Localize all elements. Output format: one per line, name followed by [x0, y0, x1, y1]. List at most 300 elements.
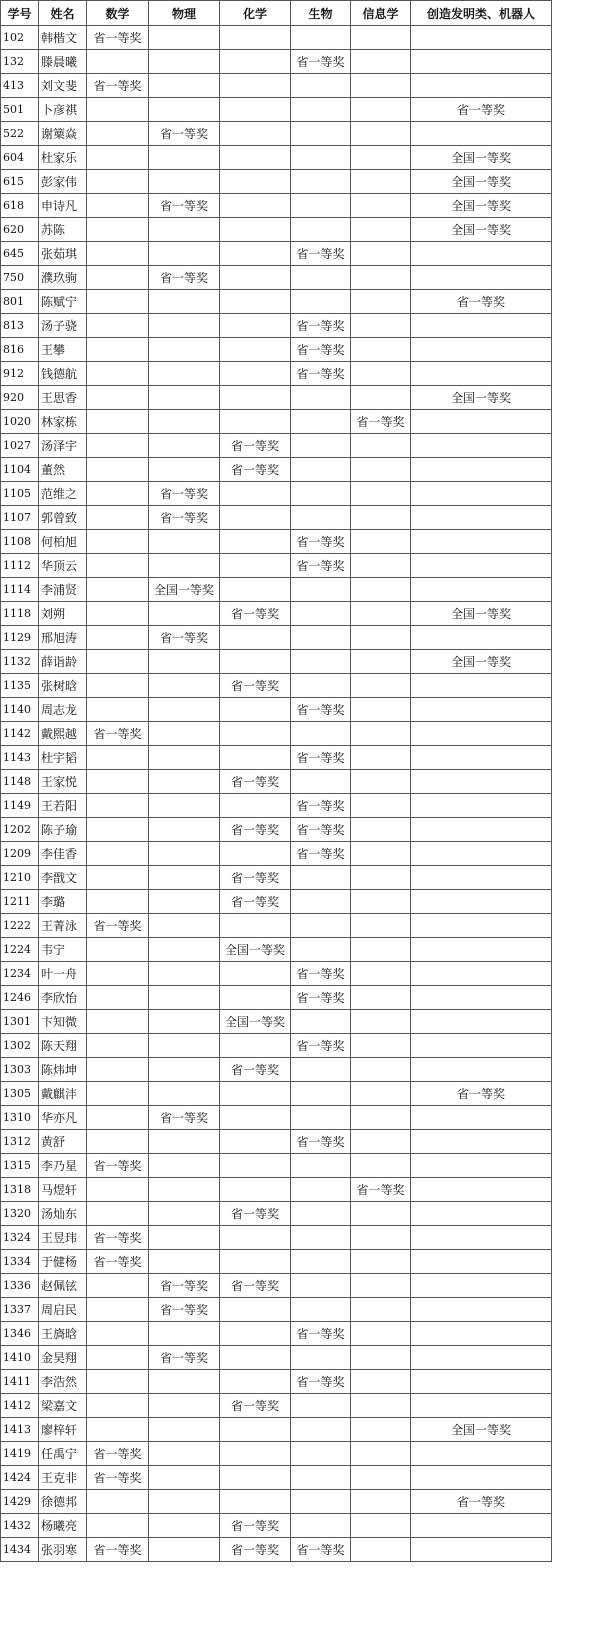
- invention-award-cell: 省一等奖: [411, 1082, 552, 1106]
- student-name-cell: 李乃星: [39, 1154, 87, 1178]
- biology-award-cell: [291, 938, 351, 962]
- informatics-award-cell: [351, 698, 411, 722]
- student-id-cell: 1222: [1, 914, 39, 938]
- table-row: [1, 314, 552, 338]
- chemistry-award-cell: [220, 1034, 291, 1058]
- chemistry-award-cell: [220, 554, 291, 578]
- student-id-cell: 1224: [1, 938, 39, 962]
- table-row: [1, 866, 552, 890]
- invention-award-cell: [411, 986, 552, 1010]
- student-id-cell: 1108: [1, 530, 39, 554]
- student-name-cell: 陈炜坤: [39, 1058, 87, 1082]
- math-award-cell: [87, 890, 149, 914]
- student-id-cell: 1211: [1, 890, 39, 914]
- invention-award-cell: [411, 50, 552, 74]
- informatics-award-cell: [351, 1250, 411, 1274]
- table-row: [1, 1322, 552, 1346]
- table-row: [1, 770, 552, 794]
- student-id-cell: 1413: [1, 1418, 39, 1442]
- table-row: [1, 1202, 552, 1226]
- biology-award-cell: [291, 626, 351, 650]
- math-award-cell: [87, 1010, 149, 1034]
- physics-award-cell: [149, 1130, 220, 1154]
- table-row: [1, 338, 552, 362]
- student-name-cell: 李欣怡: [39, 986, 87, 1010]
- invention-award-cell: [411, 938, 552, 962]
- invention-award-cell: 全国一等奖: [411, 170, 552, 194]
- informatics-award-cell: 省一等奖: [351, 410, 411, 434]
- invention-award-cell: [411, 410, 552, 434]
- informatics-award-cell: [351, 242, 411, 266]
- physics-award-cell: [149, 434, 220, 458]
- invention-award-cell: [411, 26, 552, 50]
- student-name-cell: 彭家伟: [39, 170, 87, 194]
- invention-award-cell: [411, 746, 552, 770]
- student-name-cell: 华顶云: [39, 554, 87, 578]
- chemistry-award-cell: [220, 986, 291, 1010]
- physics-award-cell: 省一等奖: [149, 1106, 220, 1130]
- informatics-award-cell: [351, 1346, 411, 1370]
- math-award-cell: [87, 1106, 149, 1130]
- student-id-cell: 1346: [1, 1322, 39, 1346]
- math-award-cell: 省一等奖: [87, 1154, 149, 1178]
- informatics-award-cell: [351, 338, 411, 362]
- table-row: [1, 1106, 552, 1130]
- biology-award-cell: [291, 98, 351, 122]
- invention-award-cell: [411, 1226, 552, 1250]
- math-award-cell: [87, 1082, 149, 1106]
- student-id-cell: 1246: [1, 986, 39, 1010]
- math-award-cell: [87, 146, 149, 170]
- student-name-cell: 金昊翔: [39, 1346, 87, 1370]
- student-id-cell: 1112: [1, 554, 39, 578]
- biology-award-cell: [291, 434, 351, 458]
- student-name-cell: 郭曾致: [39, 506, 87, 530]
- chemistry-award-cell: [220, 1106, 291, 1130]
- student-id-cell: 1410: [1, 1346, 39, 1370]
- informatics-award-cell: [351, 1538, 411, 1562]
- table-row: [1, 482, 552, 506]
- physics-award-cell: [149, 1538, 220, 1562]
- chemistry-award-cell: 省一等奖: [220, 602, 291, 626]
- table-row: [1, 410, 552, 434]
- physics-award-cell: [149, 1010, 220, 1034]
- student-id-cell: 1114: [1, 578, 39, 602]
- biology-award-cell: 省一等奖: [291, 794, 351, 818]
- biology-award-cell: 省一等奖: [291, 362, 351, 386]
- math-award-cell: [87, 986, 149, 1010]
- biology-award-cell: [291, 1106, 351, 1130]
- physics-award-cell: [149, 1058, 220, 1082]
- physics-award-cell: [149, 890, 220, 914]
- math-award-cell: [87, 866, 149, 890]
- student-name-cell: 林家栋: [39, 410, 87, 434]
- informatics-award-cell: [351, 146, 411, 170]
- biology-award-cell: 省一等奖: [291, 698, 351, 722]
- biology-award-cell: [291, 1250, 351, 1274]
- student-id-cell: 1118: [1, 602, 39, 626]
- biology-award-cell: 省一等奖: [291, 818, 351, 842]
- student-id-cell: 816: [1, 338, 39, 362]
- biology-award-cell: [291, 1082, 351, 1106]
- math-award-cell: [87, 338, 149, 362]
- informatics-award-cell: [351, 1154, 411, 1178]
- physics-award-cell: [149, 602, 220, 626]
- student-id-cell: 1303: [1, 1058, 39, 1082]
- chemistry-award-cell: 省一等奖: [220, 1538, 291, 1562]
- biology-award-cell: [291, 410, 351, 434]
- math-award-cell: [87, 1178, 149, 1202]
- invention-award-cell: [411, 362, 552, 386]
- physics-award-cell: [149, 386, 220, 410]
- student-id-cell: 413: [1, 74, 39, 98]
- invention-award-cell: 全国一等奖: [411, 602, 552, 626]
- table-row: [1, 74, 552, 98]
- physics-award-cell: [149, 530, 220, 554]
- invention-award-cell: [411, 1442, 552, 1466]
- student-id-cell: 102: [1, 26, 39, 50]
- invention-award-cell: [411, 770, 552, 794]
- chemistry-award-cell: [220, 626, 291, 650]
- invention-award-cell: [411, 1154, 552, 1178]
- math-award-cell: [87, 506, 149, 530]
- biology-award-cell: 省一等奖: [291, 1034, 351, 1058]
- math-award-cell: [87, 1394, 149, 1418]
- physics-award-cell: [149, 818, 220, 842]
- math-award-cell: [87, 410, 149, 434]
- student-name-cell: 韩楷文: [39, 26, 87, 50]
- math-award-cell: [87, 530, 149, 554]
- biology-award-cell: [291, 146, 351, 170]
- chemistry-award-cell: [220, 146, 291, 170]
- invention-award-cell: [411, 1514, 552, 1538]
- physics-award-cell: 全国一等奖: [149, 578, 220, 602]
- biology-award-cell: [291, 1058, 351, 1082]
- informatics-award-cell: [351, 218, 411, 242]
- table-row: [1, 1346, 552, 1370]
- chemistry-award-cell: 省一等奖: [220, 866, 291, 890]
- header-informatics: 信息学: [351, 1, 411, 26]
- student-name-cell: 周启民: [39, 1298, 87, 1322]
- chemistry-award-cell: [220, 1346, 291, 1370]
- math-award-cell: 省一等奖: [87, 26, 149, 50]
- student-name-cell: 黄舒: [39, 1130, 87, 1154]
- header-chemistry: 化学: [220, 1, 291, 26]
- informatics-award-cell: [351, 314, 411, 338]
- table-row: [1, 242, 552, 266]
- invention-award-cell: [411, 674, 552, 698]
- physics-award-cell: [149, 98, 220, 122]
- table-row: [1, 122, 552, 146]
- invention-award-cell: 全国一等奖: [411, 146, 552, 170]
- biology-award-cell: [291, 1466, 351, 1490]
- student-name-cell: 李浩然: [39, 1370, 87, 1394]
- informatics-award-cell: [351, 1226, 411, 1250]
- table-row: [1, 1298, 552, 1322]
- biology-award-cell: [291, 1394, 351, 1418]
- student-name-cell: 李戬文: [39, 866, 87, 890]
- informatics-award-cell: [351, 578, 411, 602]
- physics-award-cell: [149, 1370, 220, 1394]
- chemistry-award-cell: [220, 1442, 291, 1466]
- informatics-award-cell: [351, 914, 411, 938]
- student-id-cell: 912: [1, 362, 39, 386]
- student-id-cell: 1324: [1, 1226, 39, 1250]
- student-id-cell: 1312: [1, 1130, 39, 1154]
- student-name-cell: 李璐: [39, 890, 87, 914]
- student-id-cell: 1429: [1, 1490, 39, 1514]
- biology-award-cell: [291, 1442, 351, 1466]
- informatics-award-cell: [351, 506, 411, 530]
- table-row: [1, 1538, 552, 1562]
- student-name-cell: 董然: [39, 458, 87, 482]
- invention-award-cell: 省一等奖: [411, 98, 552, 122]
- chemistry-award-cell: [220, 506, 291, 530]
- student-id-cell: 522: [1, 122, 39, 146]
- header-invention-robotics: 创造发明类、机器人: [411, 1, 552, 26]
- invention-award-cell: [411, 1322, 552, 1346]
- student-name-cell: 谢篥焱: [39, 122, 87, 146]
- math-award-cell: 省一等奖: [87, 722, 149, 746]
- student-id-cell: 1424: [1, 1466, 39, 1490]
- informatics-award-cell: [351, 1466, 411, 1490]
- biology-award-cell: 省一等奖: [291, 1370, 351, 1394]
- math-award-cell: 省一等奖: [87, 1226, 149, 1250]
- math-award-cell: [87, 626, 149, 650]
- biology-award-cell: 省一等奖: [291, 242, 351, 266]
- invention-award-cell: [411, 962, 552, 986]
- student-id-cell: 1142: [1, 722, 39, 746]
- physics-award-cell: [149, 1082, 220, 1106]
- student-id-cell: 1209: [1, 842, 39, 866]
- student-name-cell: 李浦贤: [39, 578, 87, 602]
- student-id-cell: 1132: [1, 650, 39, 674]
- chemistry-award-cell: [220, 266, 291, 290]
- informatics-award-cell: [351, 746, 411, 770]
- math-award-cell: [87, 674, 149, 698]
- biology-award-cell: 省一等奖: [291, 554, 351, 578]
- student-name-cell: 赵佩铉: [39, 1274, 87, 1298]
- chemistry-award-cell: [220, 98, 291, 122]
- physics-award-cell: [149, 1442, 220, 1466]
- chemistry-award-cell: [220, 698, 291, 722]
- biology-award-cell: 省一等奖: [291, 962, 351, 986]
- invention-award-cell: 全国一等奖: [411, 650, 552, 674]
- biology-award-cell: [291, 290, 351, 314]
- table-row: [1, 722, 552, 746]
- invention-award-cell: [411, 74, 552, 98]
- student-name-cell: 刘朔: [39, 602, 87, 626]
- informatics-award-cell: [351, 650, 411, 674]
- chemistry-award-cell: [220, 290, 291, 314]
- chemistry-award-cell: 省一等奖: [220, 890, 291, 914]
- math-award-cell: [87, 98, 149, 122]
- math-award-cell: [87, 1490, 149, 1514]
- informatics-award-cell: [351, 1514, 411, 1538]
- math-award-cell: 省一等奖: [87, 914, 149, 938]
- chemistry-award-cell: [220, 362, 291, 386]
- physics-award-cell: 省一等奖: [149, 1298, 220, 1322]
- invention-award-cell: 全国一等奖: [411, 194, 552, 218]
- physics-award-cell: [149, 554, 220, 578]
- chemistry-award-cell: [220, 26, 291, 50]
- invention-award-cell: [411, 242, 552, 266]
- informatics-award-cell: [351, 98, 411, 122]
- math-award-cell: [87, 794, 149, 818]
- student-name-cell: 韦宁: [39, 938, 87, 962]
- invention-award-cell: [411, 722, 552, 746]
- student-name-cell: 陈子瑜: [39, 818, 87, 842]
- physics-award-cell: [149, 1322, 220, 1346]
- math-award-cell: [87, 962, 149, 986]
- chemistry-award-cell: [220, 1178, 291, 1202]
- table-row: [1, 962, 552, 986]
- student-id-cell: 1315: [1, 1154, 39, 1178]
- informatics-award-cell: [351, 26, 411, 50]
- student-name-cell: 王克非: [39, 1466, 87, 1490]
- student-name-cell: 苏陈: [39, 218, 87, 242]
- informatics-award-cell: [351, 722, 411, 746]
- table-row: [1, 1010, 552, 1034]
- invention-award-cell: [411, 314, 552, 338]
- table-row: [1, 1178, 552, 1202]
- physics-award-cell: [149, 986, 220, 1010]
- table-row: [1, 1082, 552, 1106]
- physics-award-cell: [149, 962, 220, 986]
- invention-award-cell: [411, 914, 552, 938]
- math-award-cell: [87, 218, 149, 242]
- biology-award-cell: [291, 1274, 351, 1298]
- header-physics: 物理: [149, 1, 220, 26]
- table-row: [1, 1274, 552, 1298]
- chemistry-award-cell: 全国一等奖: [220, 1010, 291, 1034]
- student-name-cell: 马煜轩: [39, 1178, 87, 1202]
- chemistry-award-cell: [220, 842, 291, 866]
- math-award-cell: 省一等奖: [87, 1442, 149, 1466]
- biology-award-cell: 省一等奖: [291, 842, 351, 866]
- physics-award-cell: [149, 1154, 220, 1178]
- invention-award-cell: [411, 434, 552, 458]
- student-name-cell: 张茹琪: [39, 242, 87, 266]
- invention-award-cell: [411, 530, 552, 554]
- table-row: [1, 890, 552, 914]
- informatics-award-cell: [351, 386, 411, 410]
- table-body: [1, 26, 552, 1562]
- chemistry-award-cell: [220, 746, 291, 770]
- invention-award-cell: [411, 1394, 552, 1418]
- informatics-award-cell: [351, 74, 411, 98]
- biology-award-cell: [291, 1154, 351, 1178]
- physics-award-cell: [149, 722, 220, 746]
- biology-award-cell: [291, 674, 351, 698]
- student-name-cell: 陈赋宁: [39, 290, 87, 314]
- biology-award-cell: 省一等奖: [291, 314, 351, 338]
- biology-award-cell: [291, 1346, 351, 1370]
- invention-award-cell: [411, 1130, 552, 1154]
- student-name-cell: 戴熙越: [39, 722, 87, 746]
- table-row: [1, 1034, 552, 1058]
- table-row: [1, 386, 552, 410]
- student-name-cell: 卞知微: [39, 1010, 87, 1034]
- student-name-cell: 陈天翔: [39, 1034, 87, 1058]
- physics-award-cell: [149, 1250, 220, 1274]
- invention-award-cell: [411, 266, 552, 290]
- table-row: [1, 194, 552, 218]
- invention-award-cell: [411, 1106, 552, 1130]
- student-id-cell: 1318: [1, 1178, 39, 1202]
- chemistry-award-cell: [220, 650, 291, 674]
- student-id-cell: 645: [1, 242, 39, 266]
- biology-award-cell: [291, 1178, 351, 1202]
- biology-award-cell: 省一等奖: [291, 1538, 351, 1562]
- invention-award-cell: [411, 1274, 552, 1298]
- math-award-cell: 省一等奖: [87, 74, 149, 98]
- informatics-award-cell: [351, 1202, 411, 1226]
- invention-award-cell: [411, 794, 552, 818]
- table-row: [1, 794, 552, 818]
- math-award-cell: [87, 242, 149, 266]
- informatics-award-cell: [351, 986, 411, 1010]
- physics-award-cell: [149, 170, 220, 194]
- informatics-award-cell: [351, 1082, 411, 1106]
- biology-award-cell: [291, 170, 351, 194]
- student-name-cell: 任禹宁: [39, 1442, 87, 1466]
- informatics-award-cell: [351, 1106, 411, 1130]
- chemistry-award-cell: [220, 914, 291, 938]
- chemistry-award-cell: [220, 1490, 291, 1514]
- math-award-cell: [87, 458, 149, 482]
- student-name-cell: 戴麒沣: [39, 1082, 87, 1106]
- student-id-cell: 1148: [1, 770, 39, 794]
- invention-award-cell: [411, 578, 552, 602]
- physics-award-cell: 省一等奖: [149, 266, 220, 290]
- informatics-award-cell: [351, 290, 411, 314]
- invention-award-cell: [411, 1346, 552, 1370]
- physics-award-cell: [149, 794, 220, 818]
- invention-award-cell: 省一等奖: [411, 290, 552, 314]
- student-id-cell: 1129: [1, 626, 39, 650]
- biology-award-cell: [291, 1298, 351, 1322]
- student-name-cell: 杜宇韬: [39, 746, 87, 770]
- biology-award-cell: [291, 1202, 351, 1226]
- chemistry-award-cell: [220, 1130, 291, 1154]
- math-award-cell: [87, 1346, 149, 1370]
- invention-award-cell: 全国一等奖: [411, 218, 552, 242]
- physics-award-cell: [149, 650, 220, 674]
- chemistry-award-cell: [220, 410, 291, 434]
- physics-award-cell: [149, 218, 220, 242]
- physics-award-cell: [149, 1394, 220, 1418]
- informatics-award-cell: [351, 122, 411, 146]
- student-name-cell: 梁嘉文: [39, 1394, 87, 1418]
- math-award-cell: [87, 842, 149, 866]
- table-row: [1, 530, 552, 554]
- informatics-award-cell: [351, 1322, 411, 1346]
- math-award-cell: [87, 1058, 149, 1082]
- invention-award-cell: 全国一等奖: [411, 386, 552, 410]
- math-award-cell: [87, 194, 149, 218]
- math-award-cell: [87, 698, 149, 722]
- biology-award-cell: [291, 1226, 351, 1250]
- student-id-cell: 1143: [1, 746, 39, 770]
- physics-award-cell: [149, 1226, 220, 1250]
- table-row: [1, 1250, 552, 1274]
- chemistry-award-cell: [220, 122, 291, 146]
- invention-award-cell: [411, 1466, 552, 1490]
- physics-award-cell: 省一等奖: [149, 482, 220, 506]
- biology-award-cell: [291, 770, 351, 794]
- informatics-award-cell: [351, 1274, 411, 1298]
